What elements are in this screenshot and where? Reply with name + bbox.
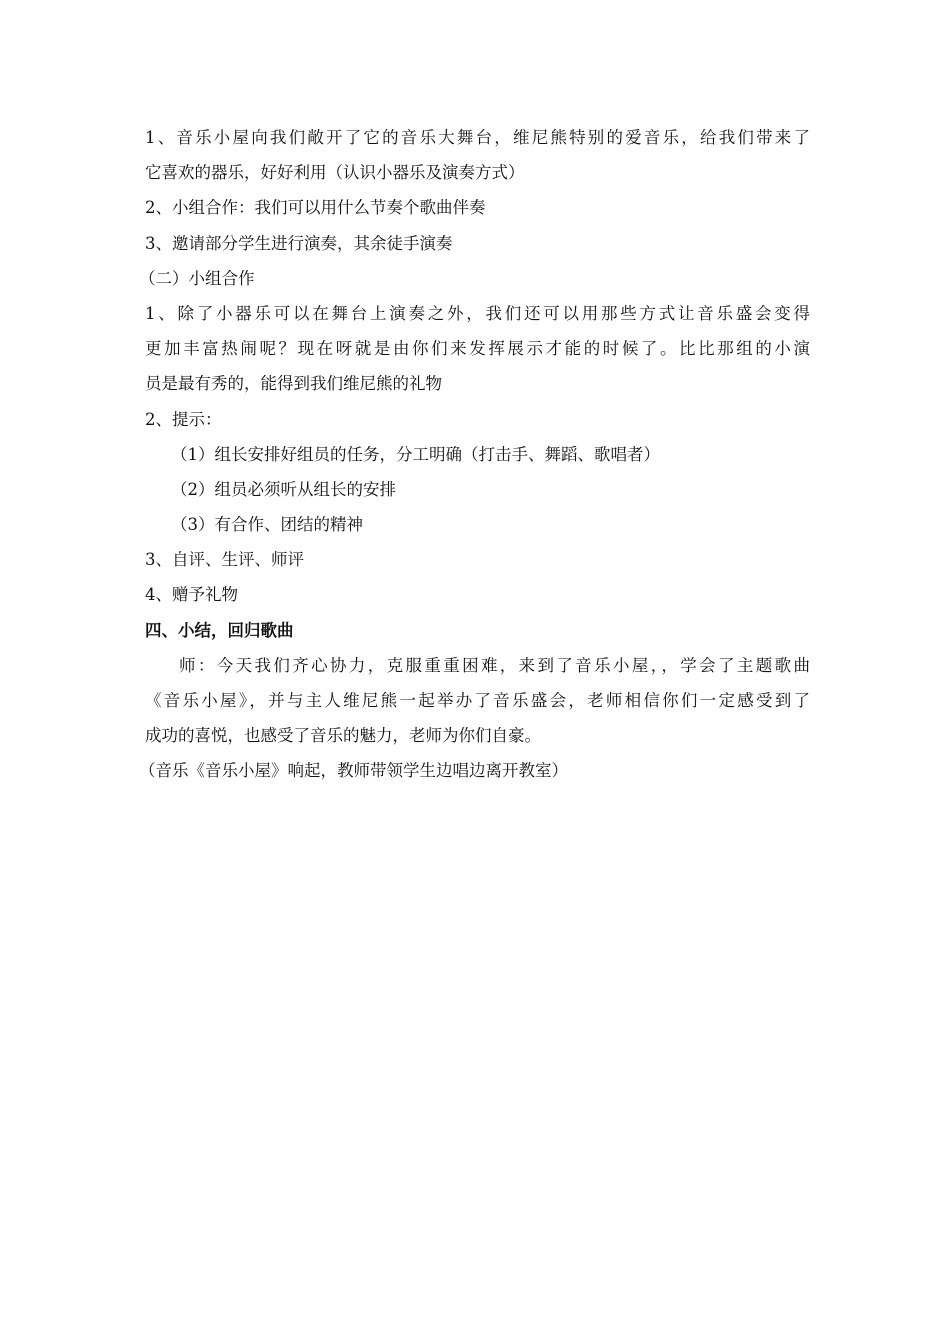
document-body xyxy=(139,120,810,789)
list-item: （2）组员必须听从组长的安排 xyxy=(171,479,396,499)
section-heading: （二）小组合作 xyxy=(139,268,255,288)
paragraph-line: 2、小组合作：我们可以用什么节奏个歌曲伴奏 xyxy=(145,198,486,218)
paragraph-line: 3、自评、生评、师评 xyxy=(145,550,304,570)
paragraph-line: 成功的喜悦，也感受了音乐的魅力，老师为你们自豪。 xyxy=(145,726,541,746)
paragraph-line: 更加丰富热闹呢？现在呀就是由你们来发挥展示才能的时候了。比比那组的小演 xyxy=(145,339,810,359)
section-heading: 四、小结，回归歌曲 xyxy=(145,620,294,640)
list-item: （1）组长安排好组员的任务，分工明确（打击手、舞蹈、歌唱者） xyxy=(171,444,660,464)
paragraph-line: 1、音乐小屋向我们敞开了它的音乐大舞台，维尼熊特别的爱音乐，给我们带来了 xyxy=(145,128,810,147)
paragraph-line: 它喜欢的器乐，好好利用（认识小器乐及演奏方式） xyxy=(145,163,525,183)
paragraph-line: 3、邀请部分学生进行演奏，其余徒手演奏 xyxy=(145,233,453,253)
paragraph-line: 4、赠予礼物 xyxy=(145,585,238,605)
paragraph-line: 《音乐小屋》，并与主人维尼熊一起举办了音乐盛会，老师相信你们一定感受到了 xyxy=(145,691,810,710)
paragraph-line: （音乐《音乐小屋》响起，教师带领学生边唱边离开教室） xyxy=(139,761,568,781)
list-item: （3）有合作、团结的精神 xyxy=(171,515,363,535)
paragraph-line: 1、除了小器乐可以在舞台上演奏之外，我们还可以用那些方式让音乐盛会变得 xyxy=(145,303,810,323)
paragraph-line: 员是最有秀的，能得到我们维尼熊的礼物 xyxy=(145,374,442,394)
paragraph-line: 2、提示： xyxy=(145,409,222,429)
paragraph-line: 师：今天我们齐心协力，克服重重困难，来到了音乐小屋，，学会了主题歌曲 xyxy=(179,655,810,675)
